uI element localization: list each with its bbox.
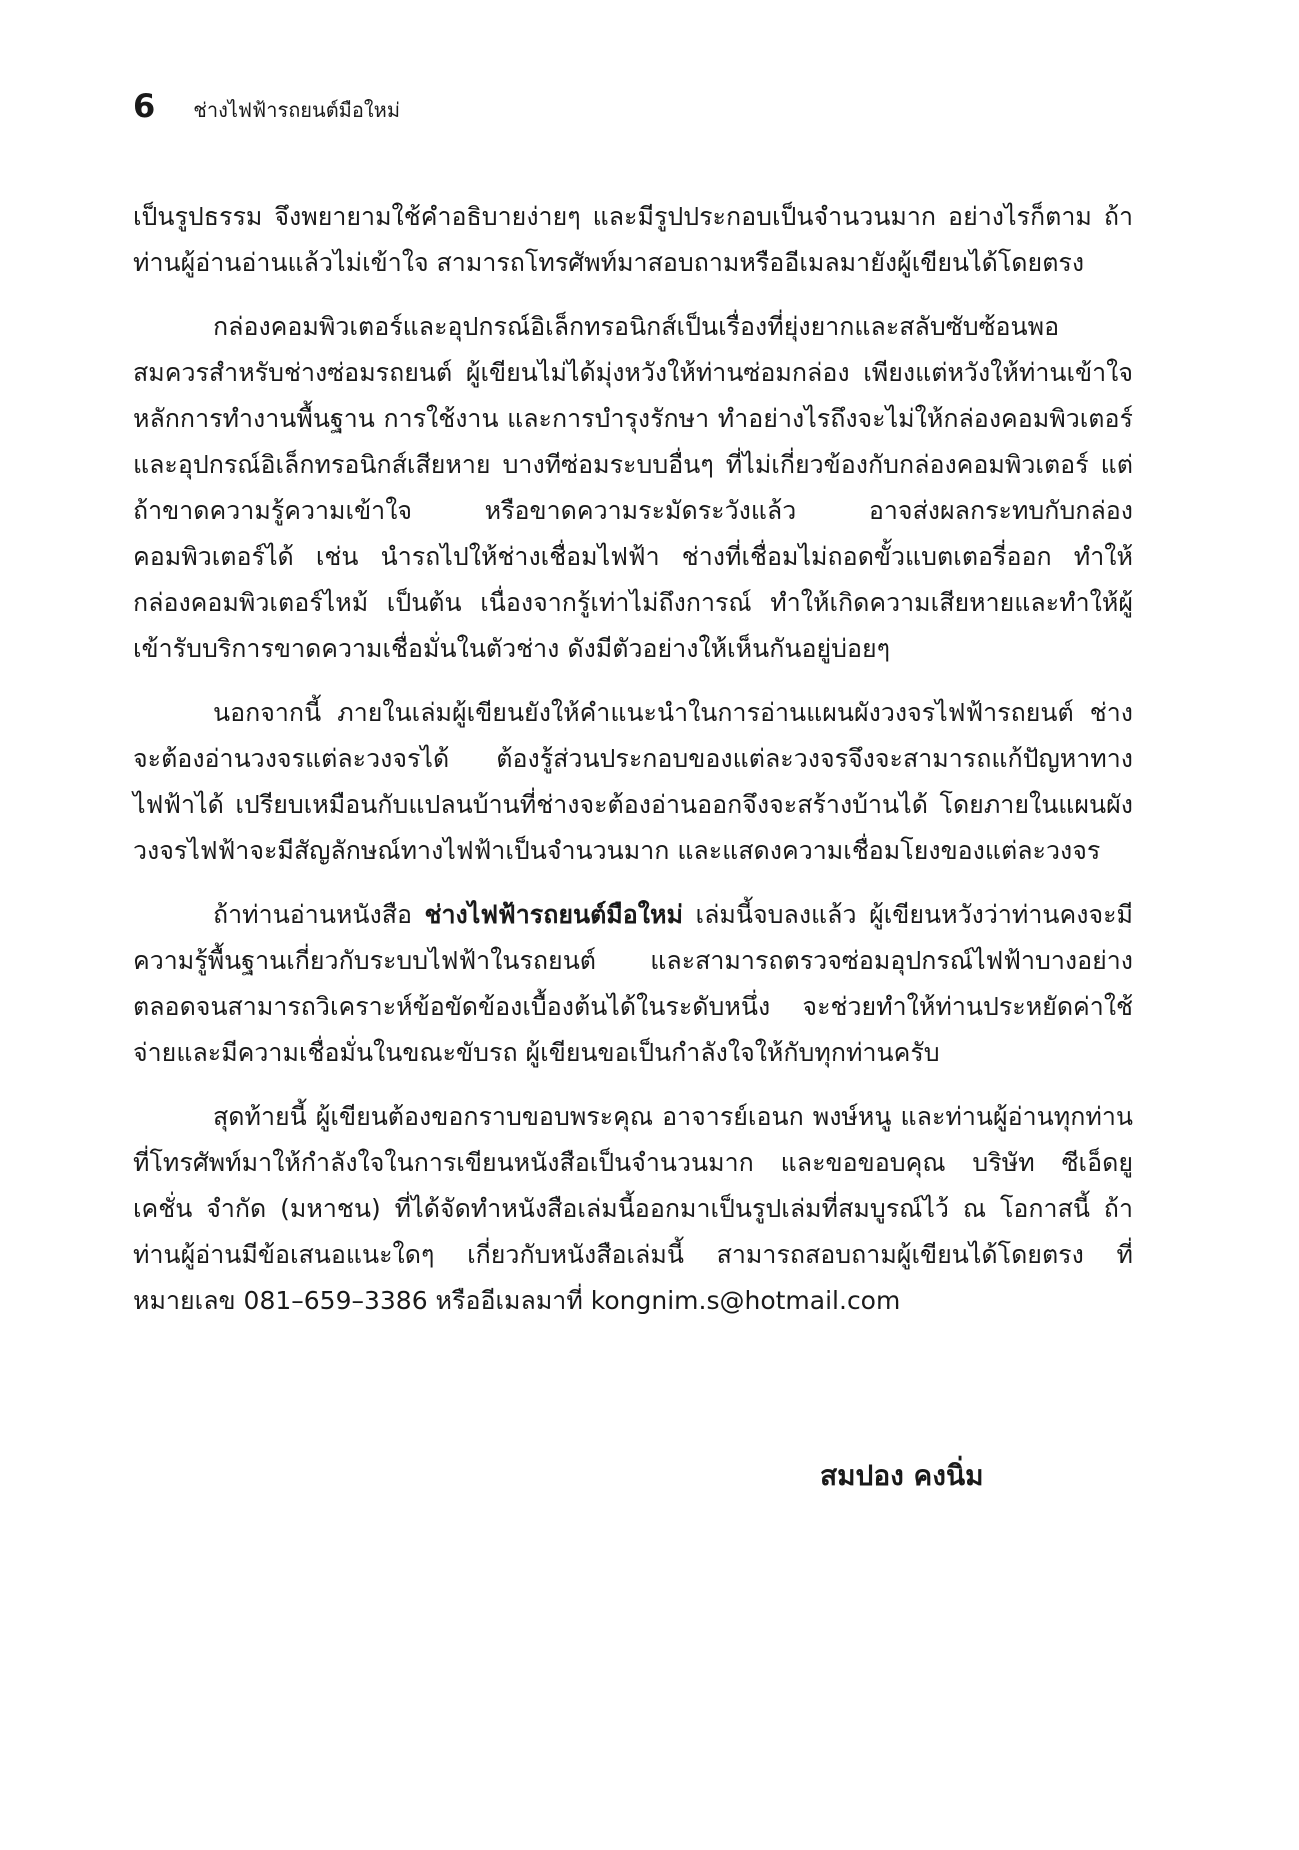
running-title: ช่างไฟฟ้ารถยนต์มือใหม่ bbox=[193, 98, 401, 122]
paragraph-electronics: กล่องคอมพิวเตอร์และอุปกรณ์อิเล็กทรอนิกส์เป็นเรื่องที่ยุ่งยากและสลับซับซ้อนพอสมควรสำหรับช่างซ่อมรถยนต์ ผู้เขียนไม่ได้มุ่งหวังให้ท่านซ่อมกล่อง เพียงแต่หวังให้ท่านเข้าใจหลักการทำงานพื้นฐาน การใช้งาน และการบำรุงรักษา ทำอย่างไรถึงจะไม่ให้กล่องคอมพิวเตอร์และอุปกรณ์อิเล็กทรอนิกส์เสียหาย บางทีซ่อมระบบอื่นๆ ที่ไม่เกี่ยวข้องกับกล่องคอมพิวเตอร์ แต่ถ้าขาดความรู้ความเข้าใจ หรือขาดความระมัดระวังแล้ว อาจส่งผลกระทบกับกล่องคอมพิวเตอร์ได้ เช่น นำรถไปให้ช่างเชื่อมไฟฟ้า ช่างที่เชื่อมไม่ถอดขั้วแบตเตอรี่ออก ทำให้กล่องคอมพิวเตอร์ไหม้ เป็นต้น เนื่องจากรู้เท่าไม่ถึงการณ์ ทำให้เกิดความเสียหายและทำให้ผู้เข้ารับบริการขาดความเชื่อมั่นในตัวช่าง ดังมีตัวอย่างให้เห็นกันอยู่บ่อยๆ bbox=[133, 312, 1133, 663]
paragraph-continued: เป็นรูปธรรม จึงพยายามใช้คำอธิบายง่ายๆ และมีรูปประกอบเป็นจำนวนมาก อย่างไรก็ตาม ถ้าท่านผู้อ่านอ่านแล้วไม่เข้าใจ สามารถโทรศัพท์มาสอบถามหรืออีเมลมายังผู้เขียนได้โดยตรง bbox=[133, 202, 1133, 277]
conclusion-text-after: เล่มนี้จบลงแล้ว ผู้เขียนหวังว่าท่านคงจะมีความรู้พื้นฐานเกี่ยวกับระบบไฟฟ้าในรถยนต์ และสามารถตรวจซ่อมอุปกรณ์ไฟฟ้าบางอย่าง ตลอดจนสามารถวิเคราะห์ข้อขัดข้องเบื้องต้นได้ในระดับหนึ่ง จะช่วยทำให้ท่านประหยัดค่าใช้จ่ายและมีความเชื่อมั่นในขณะขับรถ ผู้เขียนขอเป็นกำลังใจให้กับทุกท่านครับ bbox=[133, 900, 1133, 1067]
paragraph-conclusion bbox=[133, 892, 1133, 1076]
page-header bbox=[133, 88, 400, 128]
author-signature: สมปอง คงนิ่ม bbox=[820, 1459, 984, 1492]
paragraph-wiring-diagrams: นอกจากนี้ ภายในเล่มผู้เขียนยังให้คำแนะนำในการอ่านแผนผังวงจรไฟฟ้ารถยนต์ ช่างจะต้องอ่านวงจรแต่ละวงจรได้ ต้องรู้ส่วนประกอบของแต่ละวงจรจึงจะสามารถแก้ปัญหาทางไฟฟ้าได้ เปรียบเหมือนกับแปลนบ้านที่ช่างจะต้องอ่านออกจึงจะสร้างบ้านได้ โดยภายในแผนผังวงจรไฟฟ้าจะมีสัญลักษณ์ทางไฟฟ้าเป็นจำนวนมาก และแสดงความเชื่อมโยงของแต่ละวงจร bbox=[133, 698, 1133, 865]
conclusion-text-before: ถ้าท่านอ่านหนังสือ bbox=[213, 900, 425, 929]
preface-body bbox=[133, 194, 1133, 1342]
paragraph-acknowledgements: สุดท้ายนี้ ผู้เขียนต้องขอกราบขอบพระคุณ อาจารย์เอนก พงษ์หนู และท่านผู้อ่านทุกท่าน ที่โทรศัพท์มาให้กำลังใจในการเขียนหนังสือเป็นจำนวนมาก และขอขอบคุณ บริษัท ซีเอ็ดยูเคชั่น จำกัด (มหาชน) ที่ได้จัดทำหนังสือเล่มนี้ออกมาเป็นรูปเล่มที่สมบูรณ์ไว้ ณ โอกาสนี้ ถ้าท่านผู้อ่านมีข้อเสนอแนะใดๆ เกี่ยวกับหนังสือเล่มนี้ สามารถสอบถามผู้เขียนได้โดยตรง ที่หมายเลข 081–659–3386 หรืออีเมลมาที่ kongnim.s@hotmail.com bbox=[133, 1102, 1133, 1315]
book-title-bold: ช่างไฟฟ้ารถยนต์มือใหม่ bbox=[424, 900, 683, 929]
page-number: 6 bbox=[133, 87, 156, 125]
